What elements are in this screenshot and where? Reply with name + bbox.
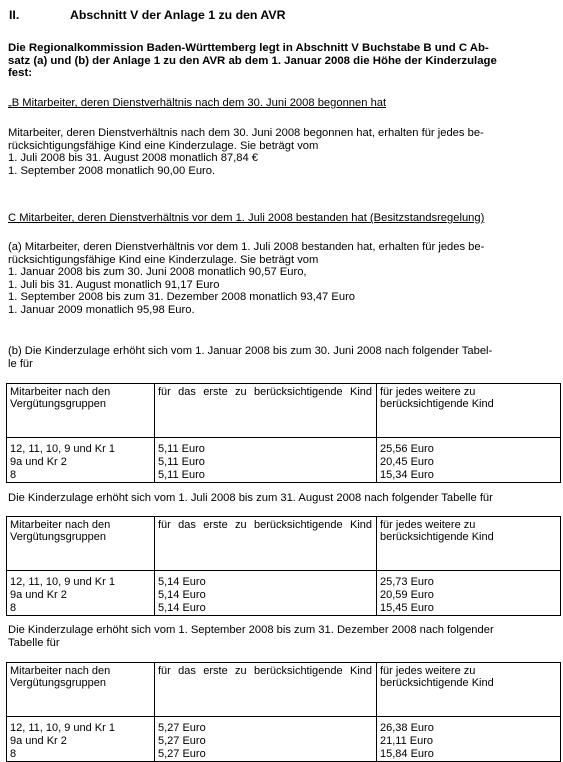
table-cell: 5,27 Euro (155, 722, 377, 735)
intro-line: Die Regionalkommission Baden-Württemberg legt in Abschnitt V Buchstabe B und C Ab- (8, 42, 489, 54)
section-b-line: 1. September 2008 monatlich 90,00 Euro. (8, 164, 216, 177)
table-row (7, 469, 561, 483)
intro-line: fest: (8, 67, 33, 80)
table-cell: 15,34 Euro (377, 469, 561, 483)
table-cell: 9a und Kr 2 (7, 735, 155, 748)
table-cell: 9a und Kr 2 (7, 589, 155, 602)
section-c-a-text (8, 241, 484, 317)
section-b-heading: „B Mitarbeiter, deren Dienstverhältnis nach dem 30. Juni 2008 begonnen hat (8, 97, 387, 109)
table-kinderzulage-jan-jun-2008 (6, 383, 561, 483)
header-cell-weiteres-kind: für jedes weitere zu berücksichtigende Kind (377, 663, 561, 717)
section-c-a-line: rücksichtigungsfähige Kind eine Kinderzulage. Sie beträgt vom (8, 253, 319, 266)
table-row (7, 576, 561, 589)
table-cell: 5,14 Euro (155, 602, 377, 616)
table-cell: 20,59 Euro (377, 589, 561, 602)
table-cell: 15,45 Euro (377, 602, 561, 616)
section-b-line: rücksichtigungsfähige Kind eine Kinderzulage. Sie beträgt vom (8, 139, 319, 152)
table-cell: 5,14 Euro (155, 589, 377, 602)
table-cell: 8 (7, 748, 155, 762)
section-c-b-line: le für (8, 357, 33, 370)
table-row (7, 735, 561, 748)
header-cell-verguetungsgruppen: Mitarbeiter nach den Vergütungsgruppen (7, 517, 155, 571)
table-3-caption: Die Kinderzulage erhöht sich vom 1. September 2008 bis zum 31. Dezember 2008 nach folgender Tabelle für (8, 624, 494, 649)
section-c-heading: C Mitarbeiter, deren Dienstverhältnis vor dem 1. Juli 2008 bestanden hat (Besitzstandsregelung) (8, 212, 485, 224)
table-row (7, 602, 561, 616)
table-cell: 8 (7, 602, 155, 616)
table-header-row (7, 517, 561, 571)
section-c-a-line: 1. September 2008 bis zum 31. Dezember 2008 monatlich 93,47 Euro (8, 291, 356, 304)
header-cell-erstes-kind: für das erste zu berücksichtigende Kind (155, 517, 377, 571)
section-b-line: Mitarbeiter, deren Dienstverhältnis nach dem 30. Juni 2008 begonnen hat, erhalten für jedes be- (8, 127, 484, 139)
table-row (7, 456, 561, 469)
section-b-text (8, 127, 484, 177)
table-cell: 5,14 Euro (155, 576, 377, 589)
table-cell: 12, 11, 10, 9 und Kr 1 (7, 576, 155, 589)
header-cell-weiteres-kind: für jedes weitere zu berücksichtigende Kind (377, 517, 561, 571)
table-cell: 5,11 Euro (155, 456, 377, 469)
table-cell: 25,56 Euro (377, 443, 561, 456)
header-cell-weiteres-kind: für jedes weitere zu berücksichtigende Kind (377, 384, 561, 438)
table-row (7, 443, 561, 456)
intro-paragraph (8, 42, 558, 80)
section-number: II. (9, 8, 20, 22)
section-heading (9, 8, 285, 22)
section-b-line: 1. Juli 2008 bis 31. August 2008 monatlich 87,84 € (8, 152, 259, 165)
section-c-a-line: (a) Mitarbeiter, deren Dienstverhältnis vor dem 1. Juli 2008 bestanden hat, erhalten für jedes be- (8, 241, 485, 253)
header-cell-verguetungsgruppen: Mitarbeiter nach den Vergütungsgruppen (7, 384, 155, 438)
intro-line: satz (a) und (b) der Anlage 1 zu den AVR ab dem 1. Januar 2008 die Höhe der Kinderzulage (8, 54, 497, 67)
section-c-a-line: 1. Januar 2008 bis zum 30. Juni 2008 monatlich 90,57 Euro, (8, 266, 307, 279)
header-cell-erstes-kind: für das erste zu berücksichtigende Kind (155, 384, 377, 438)
table-cell: 9a und Kr 2 (7, 456, 155, 469)
table-header-row (7, 384, 561, 438)
table-row (7, 589, 561, 602)
section-c-b-line: (b) Die Kinderzulage erhöht sich vom 1. Januar 2008 bis zum 30. Juni 2008 nach folgender Tabel- (8, 345, 493, 357)
section-c-b-text (8, 345, 492, 370)
table-cell: 5,27 Euro (155, 735, 377, 748)
table-cell: 12, 11, 10, 9 und Kr 1 (7, 722, 155, 735)
table-cell: 5,11 Euro (155, 443, 377, 456)
table-2-caption: Die Kinderzulage erhöht sich vom 1. Juli 2008 bis zum 31. August 2008 nach folgender Tabelle für (8, 492, 493, 504)
header-cell-verguetungsgruppen: Mitarbeiter nach den Vergütungsgruppen (7, 663, 155, 717)
table-kinderzulage-jul-aug-2008 (6, 516, 561, 616)
table-cell: 12, 11, 10, 9 und Kr 1 (7, 443, 155, 456)
table-cell: 20,45 Euro (377, 456, 561, 469)
section-c-a-line: 1. Juli bis 31. August monatlich 91,17 Euro (8, 278, 220, 291)
table-cell: 26,38 Euro (377, 722, 561, 735)
table-cell: 5,27 Euro (155, 748, 377, 762)
section-title: Abschnitt V der Anlage 1 zu den AVR (70, 8, 286, 22)
table-row (7, 722, 561, 735)
table-cell: 15,84 Euro (377, 748, 561, 762)
table-cell: 25,73 Euro (377, 576, 561, 589)
header-cell-erstes-kind: für das erste zu berücksichtigende Kind (155, 663, 377, 717)
table-cell: 5,11 Euro (155, 469, 377, 483)
table-kinderzulage-sep-dez-2008 (6, 662, 561, 762)
section-c-a-line: 1. Januar 2009 monatlich 95,98 Euro. (8, 303, 195, 316)
table-cell: 21,11 Euro (377, 735, 561, 748)
table-header-row (7, 663, 561, 717)
table-cell: 8 (7, 469, 155, 483)
table-row (7, 748, 561, 762)
